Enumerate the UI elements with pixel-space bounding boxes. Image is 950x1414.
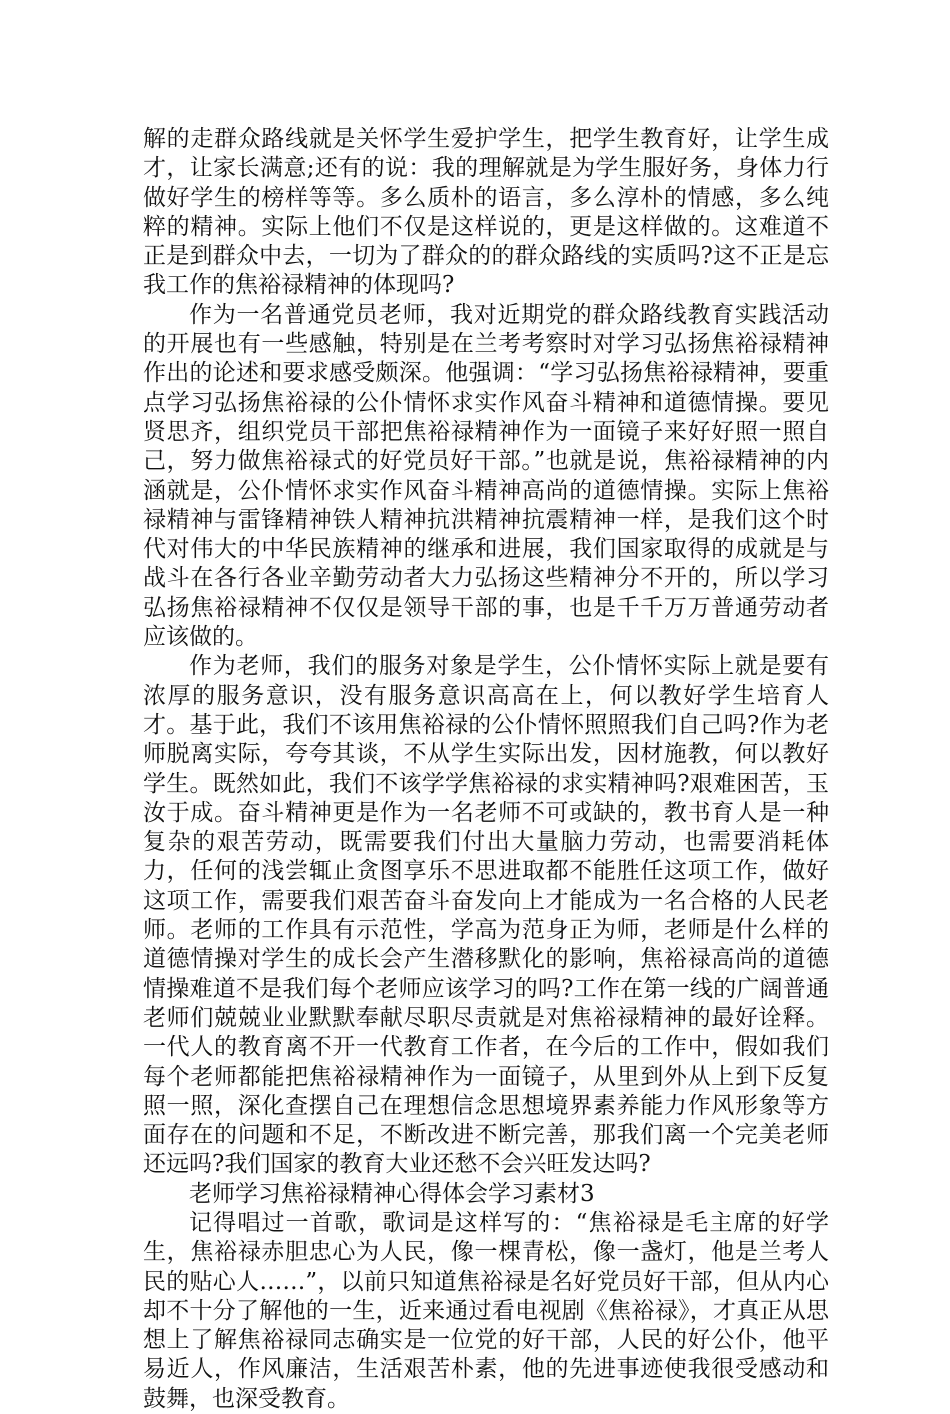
paragraph-continuation: 解的走群众路线就是关怀学生爱护学生，把学生教育好，让学生成才，让家长满意;还有的说：我的理解就是为学生服好务，身体力行做好学生的榜样等等。多么质朴的语言，多么淳朴的情感，多么纯粹的精神。实际上他们不仅是这样说的，更是这样做的。这难道不正是到群众中去，一切为了群众的的群众路线的实质吗?这不正是忘我工作的焦裕禄精神的体现吗? [143,126,829,299]
document-body [143,125,829,1414]
paragraph-as-teacher: 作为老师，我们的服务对象是学生，公仆情怀实际上就是要有浓厚的服务意识，没有服务意识高高在上，何以教好学生培育人才。基于此，我们不该用焦裕禄的公仆情怀照照我们自己吗?作为老师脱离实际，夸夸其谈，不从学生实际出发，因材施教，何以教好学生。既然如此，我们不该学学焦裕禄的求实精神吗?艰难困苦，玉汝于成。奋斗精神更是作为一名老师不可或缺的，教书育人是一种复杂的艰苦劳动，既需要我们付出大量脑力劳动，也需要消耗体力，任何的浅尝辄止贪图享乐不思进取都不能胜任这项工作，做好这项工作，需要我们艰苦奋斗奋发向上才能成为一名合格的人民老师。老师的工作具有示范性，学高为范身正为师，老师是什么样的道德情操对学生的成长会产生潜移默化的影响，焦裕禄高尚的道德情操难道不是我们每个老师应该学习的吗?工作在第一线的广阔普通老师们兢兢业业默默奉献尽职尽责就是对焦裕禄精神的最好诠释。一代人的教育离不开一代教育工作者，在今后的工作中，假如我们每个老师都能把焦裕禄精神作为一面镜子，从里到外从上到下反复照一照，深化查摆自己在理想信念思想境界素养能力作风形象等方面存在的问题和不足，不断改进不断完善，那我们离一个完美老师还远吗?我们国家的教育大业还愁不会兴旺发达吗? [143,653,829,1178]
paragraph-song-memory: 记得唱过一首歌，歌词是这样写的：“焦裕禄是毛主席的好学生，焦裕禄赤胆忠心为人民，像一棵青松，像一盏灯，他是兰考人民的贴心人……”，以前只知道焦裕禄是名好党员好干部，但从内心却不十分了解他的一生，近来通过看电视剧《焦裕禄》，才真正从思想上了解焦裕禄同志确实是一位党的好干部，人民的好公仆，他平易近人，作风廉洁，生活艰苦朴素，他的先进事迹使我很受感动和鼓舞，也深受教育。 [143,1209,829,1412]
paragraph-party-member-teacher: 作为一名普通党员老师，我对近期党的群众路线教育实践活动的开展也有一些感触，特别是在兰考考察时对学习弘扬焦裕禄精神作出的论述和要求感受颇深。他强调：“学习弘扬焦裕禄精神，要重点学习弘扬焦裕禄的公仆情怀求实作风奋斗精神和道德情操。要见贤思齐，组织党员干部把焦裕禄精神作为一面镜子来好好照一照自己，努力做焦裕禄式的好党员好干部。”也就是说，焦裕禄精神的内涵就是，公仆情怀求实作风奋斗精神高尚的道德情操。实际上焦裕禄精神与雷锋精神铁人精神抗洪精神抗震精神一样，是我们这个时代对伟大的中华民族精神的继承和进展，我们国家取得的成就是与战斗在各行各业辛勤劳动者大力弘扬这些精神分不开的，所以学习弘扬焦裕禄精神不仅仅是领导干部的事，也是千千万万普通劳动者应该做的。 [143,301,829,651]
section-heading: 老师学习焦裕禄精神心得体会学习素材3 [189,1180,595,1207]
